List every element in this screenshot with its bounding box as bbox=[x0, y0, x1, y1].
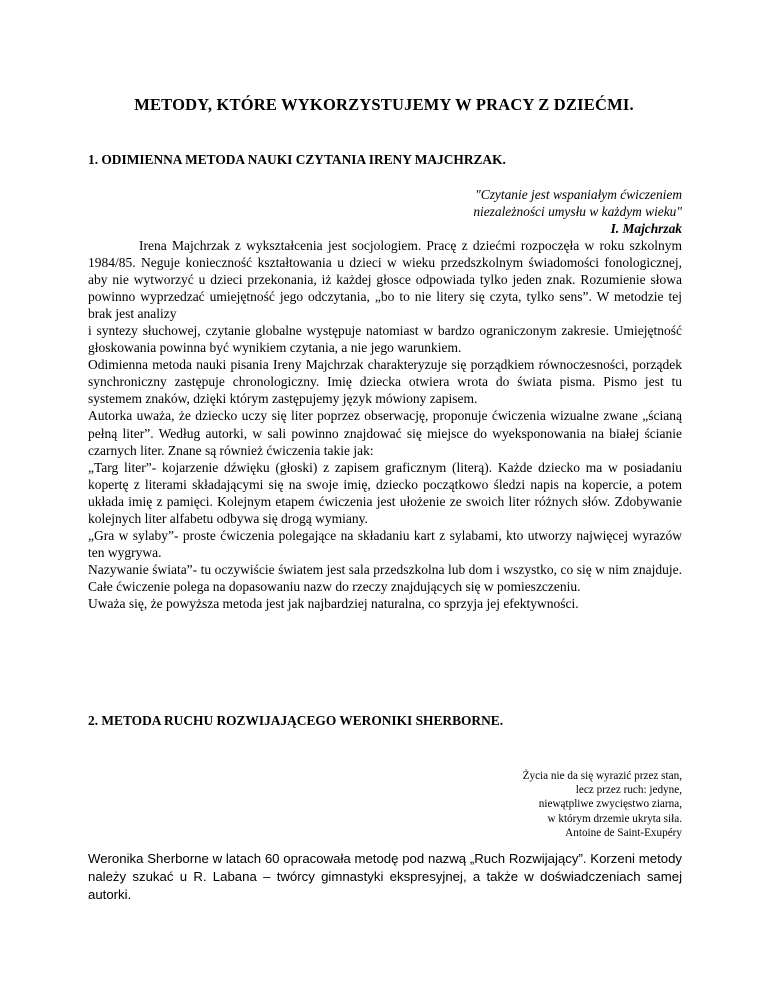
epigraph-line: lecz przez ruch: jedyne, bbox=[575, 784, 682, 797]
document-title: METODY, KTÓRE WYKORZYSTUJEMY W PRACY Z DZIEĆMI. bbox=[134, 95, 634, 114]
paragraph: i syntezy słuchowej, czytanie globalne występuje natomiast w bardzo ograniczonym zakresie. Umiejętność głoskowania powinna być wynikiem czytania, a nie jego warunkiem. bbox=[88, 323, 682, 356]
paragraph: Odimienna metoda nauki pisania Ireny Majchrzak charakteryzuje się porządkiem równoczesności, porządek synchroniczny zastępuje chronologiczny. Imię dziecka otwiera wrota do świata pisma. Pismo jest tu systemem znaków, dzięki którym zastępujemy język mówiony zapisem. bbox=[88, 357, 682, 407]
section-1-epigraph bbox=[282, 186, 682, 237]
paragraph: „Targ liter”- kojarzenie dźwięku (głoski) z zapisem graficznym (literą). Każde dziecko ma w posiadaniu kopertę z literami składającymi się na swoje imię, dziecko początkowo śledzi napis na kopercie, a potem układa imię z pamięci. Kolejnym etapem ćwiczenia jest ułożenie ze swoich liter różnych słów. Zdobywanie kolejnych liter alfabetu odbywa się drogą wymiany. bbox=[88, 459, 682, 526]
paragraph: Irena Majchrzak z wykształcenia jest socjologiem. Pracę z dziećmi rozpoczęła w roku szkolnym 1984/85. Neguje konieczność kształtowania u dzieci w wieku przedszkolnym świadomości fonologicznej, aby nie wytworzyć u dzieci przekonania, iż każdej głosce odpowiada tylko jeden znak. Rozumienie słowa powinno wyprzedzać umiejętność jego odczytania, „bo to nie litery się czyta, tylko sens”. W metodzie tej brak jest analizy bbox=[88, 238, 682, 322]
section-2-body bbox=[88, 850, 682, 904]
epigraph-author: I. Majchrzak bbox=[610, 221, 682, 236]
paragraph: Weronika Sherborne w latach 60 opracowała metodę pod nazwą „Ruch Rozwijający”. Korzeni metody należy szukać u R. Labana – twórcy gimnastyki ekspresyjnej, a także w doświadczeniach samej autorki. bbox=[88, 851, 682, 902]
section-2-epigraph bbox=[362, 769, 682, 840]
section-1-heading: 1. ODIMIENNA METODA NAUKI CZYTANIA IRENY MAJCHRZAK. bbox=[88, 152, 506, 167]
paragraph: Autorka uważa, że dziecko uczy się liter poprzez obserwację, proponuje ćwiczenia wizualne zwane „ścianą pełną liter”. Według autorki, w sali powinno znajdować się miejsce do wyeksponowania na białej ścianie czarnych liter. Znane są również ćwiczenia takie jak: bbox=[88, 408, 682, 458]
paragraph: „Gra w sylaby”- proste ćwiczenia polegające na składaniu kart z sylabami, kto utworzy najwięcej wyrazów ten wygrywa. bbox=[88, 527, 682, 560]
epigraph-line: "Czytanie jest wspaniałym ćwiczeniem bbox=[475, 187, 682, 202]
section-2-heading: 2. METODA RUCHU ROZWIJAJĄCEGO WERONIKI SHERBORNE. bbox=[88, 713, 504, 728]
epigraph-line: Życia nie da się wyrazić przez stan, bbox=[522, 770, 682, 782]
epigraph-line: niezależności umysłu w każdym wieku" bbox=[473, 204, 682, 219]
epigraph-line: w którym drzemie ukryta siła. bbox=[547, 812, 682, 825]
paragraph: Uważa się, że powyższa metoda jest jak najbardziej naturalna, co sprzyja jej efektywności. bbox=[88, 595, 579, 611]
epigraph-line: niewątpliwe zwycięstwo ziarna, bbox=[538, 798, 682, 811]
paragraph: Nazywanie świata”- tu oczywiście światem jest sala przedszkolna lub dom i wszystko, co się w nim znajduje. Całe ćwiczenie polega na dopasowaniu nazw do rzeczy znajdujących się w pomieszczeniu. bbox=[88, 561, 682, 594]
epigraph-author: Antoine de Saint-Exupéry bbox=[565, 826, 682, 839]
section-1-body bbox=[88, 237, 682, 612]
